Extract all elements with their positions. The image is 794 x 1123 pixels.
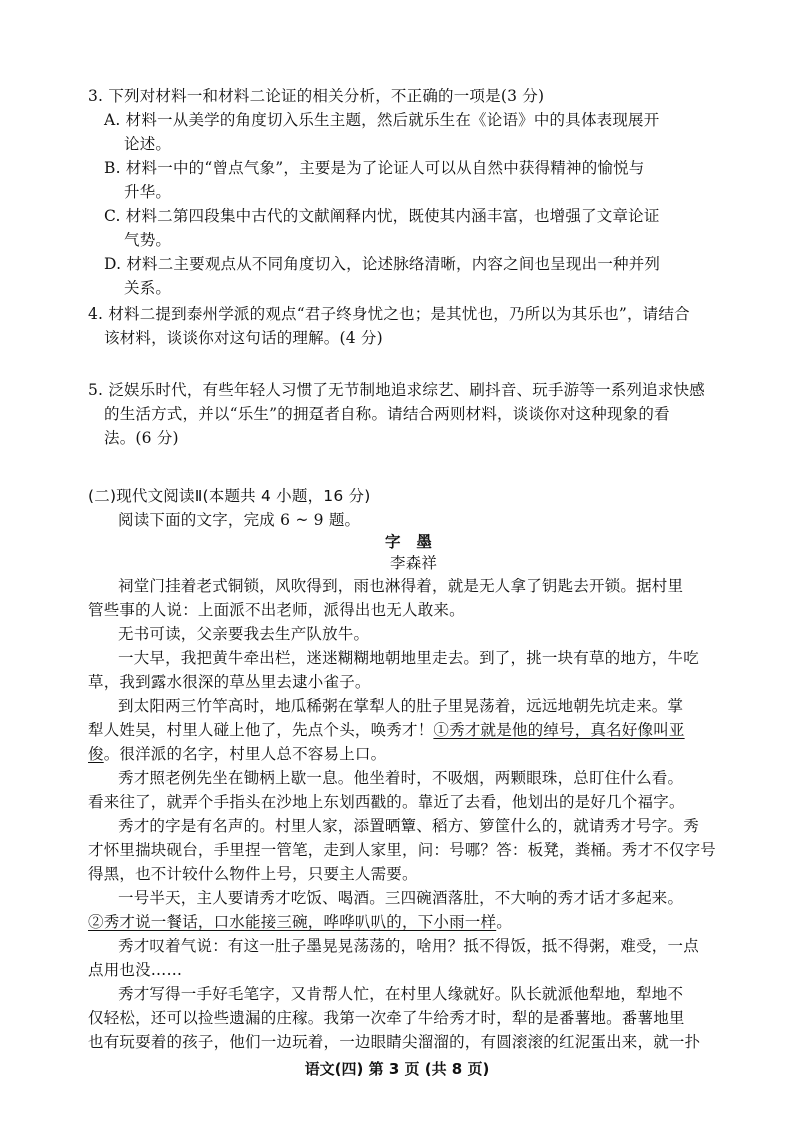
story-p5-line1: 秀才照老例先坐在锄柄上歇一息。他坐着时，不吸烟，两颗眼珠，总盯住什么看。 [118,769,684,787]
story-author: 李森祥 [390,554,438,572]
q3-option-a-cont: 论述。 [124,135,172,153]
story-p9-line2: 仅轻松，还可以捡些遗漏的庄稼。我第一次牵了牛给秀才时，犁的是番薯地。番薯地里 [88,1009,685,1027]
underlined-sentence-2: ②秀才说一餐话，口水能接三碗，哗哗叭叭的，下小雨一样 [88,913,497,931]
story-p3-line1: 一大早，我把黄牛牵出栏，迷迷糊糊地朝地里走去。到了，挑一块有草的地方，牛吃 [118,649,699,667]
q3-option-d: D. 材料二主要观点从不同角度切入，论述脉络清晰，内容之间也呈现出一种并列 [104,255,661,273]
story-p6-line3: 得黑，也不计较什么物件上号，只要主人需要。 [88,865,418,883]
story-p7-tail: 。 [496,913,512,931]
q4-stem-cont: 该材料，谈谈你对这句话的理解。(4 分) [104,329,383,347]
q5-stem: 5. 泛娱乐时代，有些年轻人习惯了无节制地追求综艺、刷抖音、玩手游等一系列追求快感 [88,381,705,399]
story-p1-line2: 管些事的人说：上面派不出老师，派得出也无人敢来。 [88,601,465,619]
story-p3-line2: 草，我到露水很深的草丛里去逮小雀子。 [88,673,371,691]
underlined-sentence-1: ①秀才就是他的绰号，真名好像叫亚 [433,721,685,739]
q3-option-b-cont: 升华。 [124,183,172,201]
story-title: 字 墨 [385,533,433,551]
section-instruction: 阅读下面的文字，完成 6 ~ 9 题。 [118,511,361,529]
story-p4-line2 [88,718,685,742]
story-p7-line2 [88,910,512,934]
story-p4-tail: 。很洋派的名字，村里人总不容易上口。 [103,745,387,763]
q4-stem: 4. 材料二提到泰州学派的观点“君子终身忧之也；是其忧也，乃所以为其乐也”，请结合 [88,305,690,323]
story-p4-line1: 到太阳两三竹竿高时，地瓜稀粥在掌犁人的肚子里晃荡着，远远地朝先坑走来。掌 [118,697,684,715]
section-header: (二)现代文阅读Ⅱ(本题共 4 小题，16 分) [88,487,371,505]
story-p2: 无书可读，父亲要我去生产队放牛。 [118,625,370,643]
q5-stem-cont-1: 的生活方式，并以“乐生”的拥趸者自称。请结合两则材料，谈谈你对这种现象的看 [104,405,670,423]
story-p6-line2: 才怀里揣块砚台，手里捏一管笔，走到人家里，问：号哪？答：板凳，粪桶。秀才不仅字号 [88,841,717,859]
story-p9-line3: 也有玩耍着的孩子，他们一边玩着，一边眼睛尖溜溜的，有圆滚滚的红泥蛋出来，就一扑 [88,1033,701,1051]
q3-stem: 3. 下列对材料一和材料二论证的相关分析，不正确的一项是(3 分) [88,87,545,105]
story-p4-line3 [88,742,386,766]
story-p4-plain: 犁人姓吴，村里人碰上他了，先点个头，唤秀才！ [88,721,434,739]
q5-stem-cont-2: 法。(6 分) [104,429,179,447]
q3-option-c-cont: 气势。 [124,231,172,249]
q3-option-c: C. 材料二第四段集中古代的文献阐释内忧，既使其内涵丰富，也增强了文章论证 [104,207,660,225]
q3-option-a: A. 材料一从美学的角度切入乐生主题，然后就乐生在《论语》中的具体表现展开 [104,111,660,129]
story-p8-line2: 点用也没…… [88,961,183,979]
story-p7-line1: 一号半天，主人要请秀才吃饭、喝酒。三四碗酒落肚，不大响的秀才话才多起来。 [118,889,684,907]
q3-option-d-cont: 关系。 [124,279,172,297]
underlined-sentence-1-end: 俊 [88,745,104,763]
story-p5-line2: 看来往了，就弄个手指头在沙地上东划西戳的。靠近了去看，他划出的是好几个福字。 [88,793,685,811]
story-p6-line1: 秀才的字是有名声的。村里人家，添置晒簟、稻方、箩筐什么的，就请秀才号字。秀 [118,817,699,835]
page-footer: 语文(四) 第 3 页 (共 8 页) [304,1060,490,1078]
story-p9-line1: 秀才写得一手好毛笔字，又肯帮人忙，在村里人缘就好。队长就派他犁地，犁地不 [118,985,684,1003]
q3-option-b: B. 材料一中的“曾点气象”，主要是为了论证人可以从自然中获得精神的愉悦与 [104,159,645,177]
story-p8-line1: 秀才叹着气说：有这一肚子墨晃晃荡荡的，啥用？抵不得饭，抵不得粥，难受，一点 [118,937,699,955]
story-p1-line1: 祠堂门挂着老式铜锁，风吹得到，雨也淋得着，就是无人拿了钥匙去开锁。据村里 [118,577,684,595]
